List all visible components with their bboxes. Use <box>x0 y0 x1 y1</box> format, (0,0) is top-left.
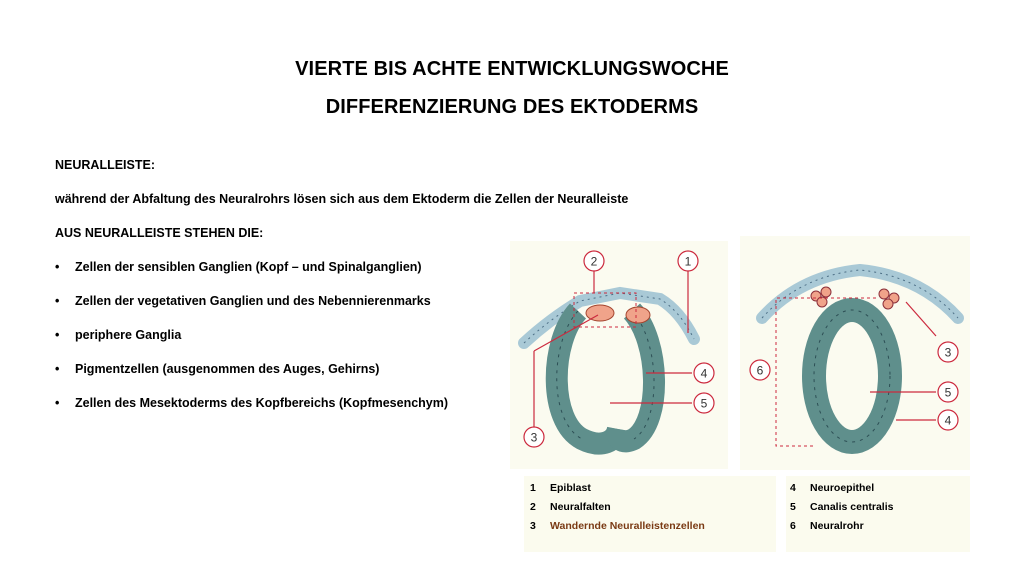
label-circle <box>584 251 604 271</box>
legend-number: 1 <box>530 482 536 494</box>
legend-text: Neuralfalten <box>550 501 611 513</box>
label-circle <box>524 427 544 447</box>
neuralleiste-heading: NEURALLEISTE: <box>55 158 155 172</box>
label-circle <box>694 393 714 413</box>
figure-label: 5 <box>700 396 708 411</box>
legend-text: Canalis centralis <box>810 501 894 513</box>
figure-label: 4 <box>944 413 952 428</box>
bullet-icon: • <box>55 294 60 308</box>
legend-number: 4 <box>790 482 796 494</box>
legend-text: Neuralrohr <box>810 520 864 532</box>
legend-number: 3 <box>530 520 536 532</box>
list-item <box>55 328 181 342</box>
legend-number: 6 <box>790 520 796 532</box>
list-item <box>55 294 431 308</box>
intro-sentence: während der Abfaltung des Neuralrohrs lösen sich aus dem Ektoderm die Zellen der Neuralleiste <box>55 192 629 206</box>
bullet-icon: • <box>55 260 60 274</box>
list-item-text: Zellen des Mesektoderms des Kopfbereichs (Kopfmesenchym) <box>75 396 449 410</box>
bullet-icon: • <box>55 362 60 376</box>
figure-label: 3 <box>944 345 952 360</box>
legend-text: Neuroepithel <box>810 482 875 494</box>
bullet-icon: • <box>55 328 60 342</box>
legend-number: 5 <box>790 501 796 513</box>
label-circle <box>938 410 958 430</box>
list-item <box>55 362 379 376</box>
label-circle <box>750 360 770 380</box>
figure-label: 6 <box>756 363 764 378</box>
list-item <box>55 260 422 274</box>
list-heading: AUS NEURALLEISTE STEHEN DIE: <box>55 226 264 240</box>
title-line-2: DIFFERENZIERUNG DES EKTODERMS <box>325 96 699 118</box>
figure-label: 5 <box>944 385 952 400</box>
figure-neural-folds <box>510 241 728 469</box>
figure-label: 3 <box>530 430 538 445</box>
legend-text: Wandernde Neuralleistenzellen <box>550 520 705 532</box>
list-item <box>55 396 448 410</box>
legend-text: Epiblast <box>550 482 591 494</box>
bullet-icon: • <box>55 396 60 410</box>
figure-label: 2 <box>590 254 598 269</box>
figure-neural-tube <box>740 236 970 470</box>
list-item-text: Zellen der vegetativen Ganglien und des Nebennierenmarks <box>75 294 431 308</box>
legend-right <box>786 476 970 552</box>
list-item-text: Zellen der sensiblen Ganglien (Kopf – und Spinalganglien) <box>75 260 422 274</box>
list-item-text: periphere Ganglia <box>75 328 182 342</box>
figure-label: 1 <box>684 254 692 269</box>
label-circle <box>938 382 958 402</box>
label-circle <box>678 251 698 271</box>
legend-number: 2 <box>530 501 536 513</box>
list-item-text: Pigmentzellen (ausgenommen des Auges, Gehirns) <box>75 362 380 376</box>
figure-label: 4 <box>700 366 708 381</box>
legend-left <box>524 476 776 552</box>
label-circle <box>694 363 714 383</box>
title-line-1: VIERTE BIS ACHTE ENTWICKLUNGSWOCHE <box>295 58 729 80</box>
label-circle <box>938 342 958 362</box>
